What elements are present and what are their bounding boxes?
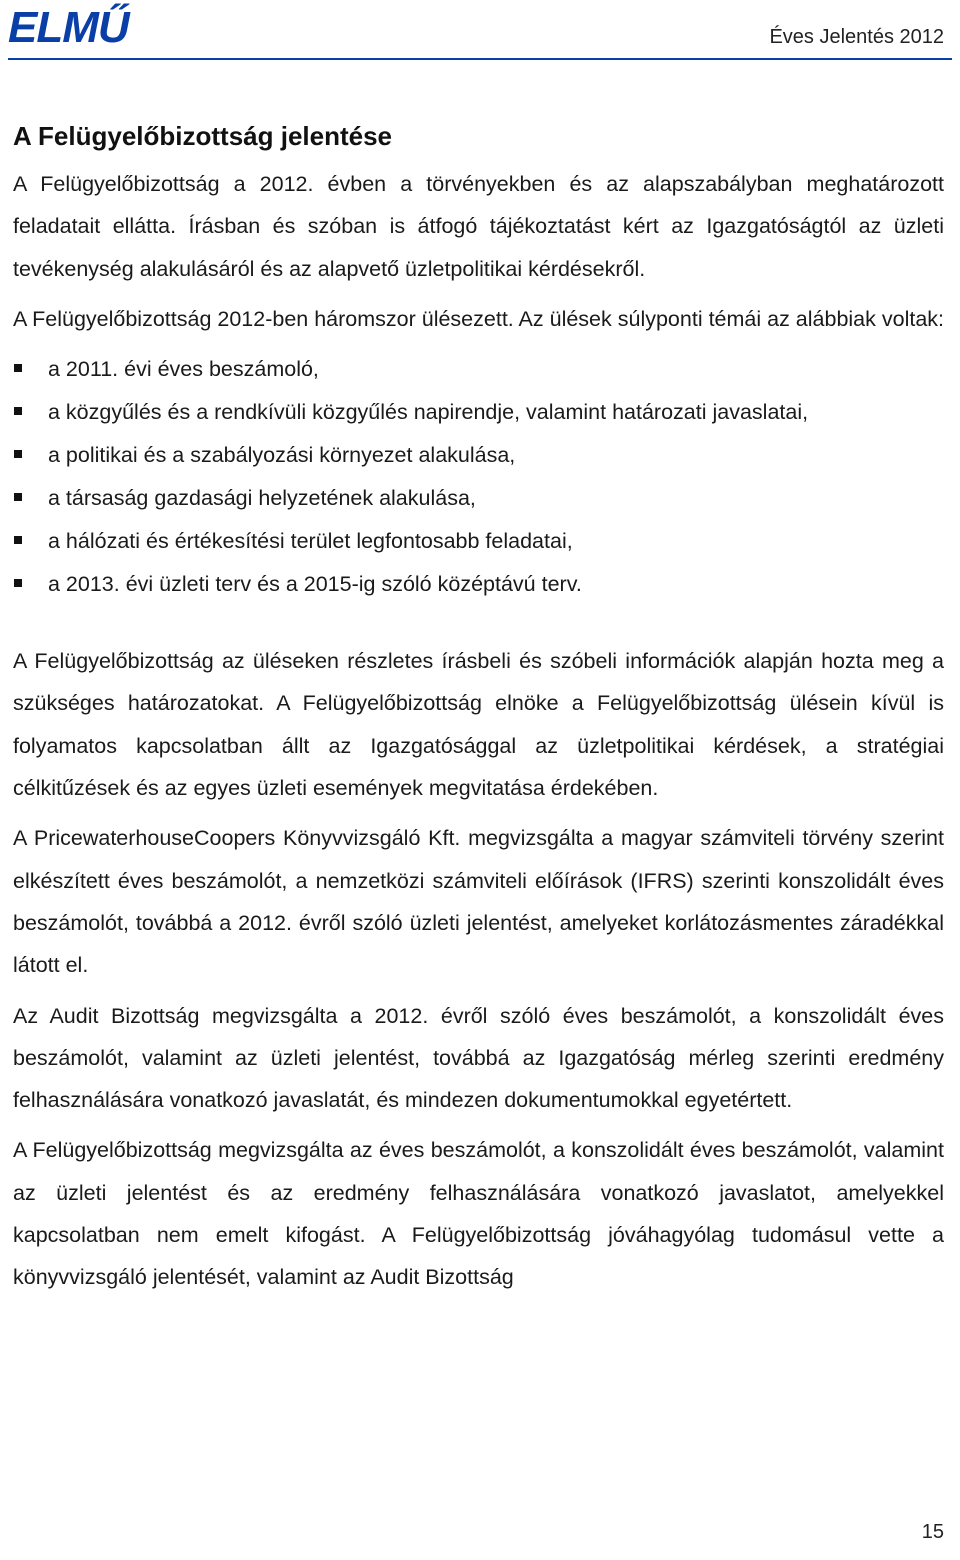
list-item: [13, 477, 944, 520]
list-item-text: a társaság gazdasági helyzetének alakulása,: [48, 486, 476, 511]
list-item: [13, 563, 944, 606]
report-body: [13, 116, 944, 1307]
square-bullet-icon: [14, 407, 22, 415]
paragraph-decisions: A Felügyelőbizottság az üléseken részletes írásbeli és szóbeli információk alapján hozta meg a szükséges határozatokat. A Felügyelőbizottság elnöke a Felügyelőbizottság ülésein kívül is folyamatos kapcsolatban állt az Igazgatósággal az üzletpolitikai kérdések, a stratégiai célkitűzések és az egyes üzleti események megvitatása érdekében.: [13, 649, 944, 801]
document-title: Éves Jelentés 2012: [769, 26, 944, 48]
list-item: [13, 434, 944, 477]
paragraph-meetings: A Felügyelőbizottság 2012-ben háromszor ülésezett. Az ülések súlyponti témái az alábbiak voltak:: [13, 306, 944, 331]
square-bullet-icon: [14, 493, 22, 501]
square-bullet-icon: [14, 579, 22, 587]
list-item-text: a hálózati és értékesítési terület legfontosabb feladatai,: [48, 529, 573, 554]
paragraph-approval: A Felügyelőbizottság megvizsgálta az éves beszámolót, a konszolidált éves beszámolót, valamint az üzleti jelentést és az eredmény felhasználására vonatkozó javaslatot, amelyekkel kapcsolatban nem emelt kifogást. A Felügyelőbizottság jóváhagyólag tudomásul vette a könyvvizsgáló jelentését, valamint az Audit Bizottság: [13, 1138, 944, 1290]
list-item-text: a politikai és a szabályozási környezet alakulása,: [48, 443, 516, 468]
paragraph-overview: A Felügyelőbizottság a 2012. évben a törvényekben és az alapszabályban meghatározott feladatait ellátta. Írásban és szóban is átfogó tájékoztatást kért az Igazgatóságtól az üzleti tevékenység alakulásáról és az alapvető üzletpolitikai kérdésekről.: [13, 172, 944, 281]
square-bullet-icon: [14, 364, 22, 372]
paragraph-auditor: A PricewaterhouseCoopers Könyvvizsgáló Kft. megvizsgálta a magyar számviteli törvény szerint elkészített éves beszámolót, a nemzetközi számviteli előírások (IFRS) szerinti konszolidált éves beszámolót, továbbá a 2012. évről szóló üzleti jelentést, amelyeket korlátozásmentes záradékkal látott el.: [13, 826, 944, 978]
list-item-text: a 2011. évi éves beszámoló,: [48, 357, 319, 382]
page-header: [0, 0, 960, 62]
meeting-topics-list: [13, 348, 944, 606]
elmu-logo: ELMŰ: [8, 3, 129, 52]
list-item-text: a közgyűlés és a rendkívüli közgyűlés napirendje, valamint határozati javaslatai,: [48, 400, 809, 425]
square-bullet-icon: [14, 450, 22, 458]
list-item: [13, 391, 944, 434]
list-item-text: a 2013. évi üzleti terv és a 2015-ig szóló középtávú terv.: [48, 572, 582, 597]
list-item: [13, 348, 944, 391]
square-bullet-icon: [14, 536, 22, 544]
page-number: 15: [921, 1521, 944, 1543]
list-item: [13, 520, 944, 563]
header-divider: [8, 58, 952, 60]
paragraph-audit-committee: Az Audit Bizottság megvizsgálta a 2012. évről szóló éves beszámolót, a konszolidált éves beszámolót, valamint az üzleti jelentést, továbbá az Igazgatóság mérleg szerinti eredmény felhasználására vonatkozó javaslatát, és mindezen dokumentumokkal egyetértett.: [13, 1003, 944, 1113]
section-heading: A Felügyelőbizottság jelentése: [13, 121, 393, 151]
